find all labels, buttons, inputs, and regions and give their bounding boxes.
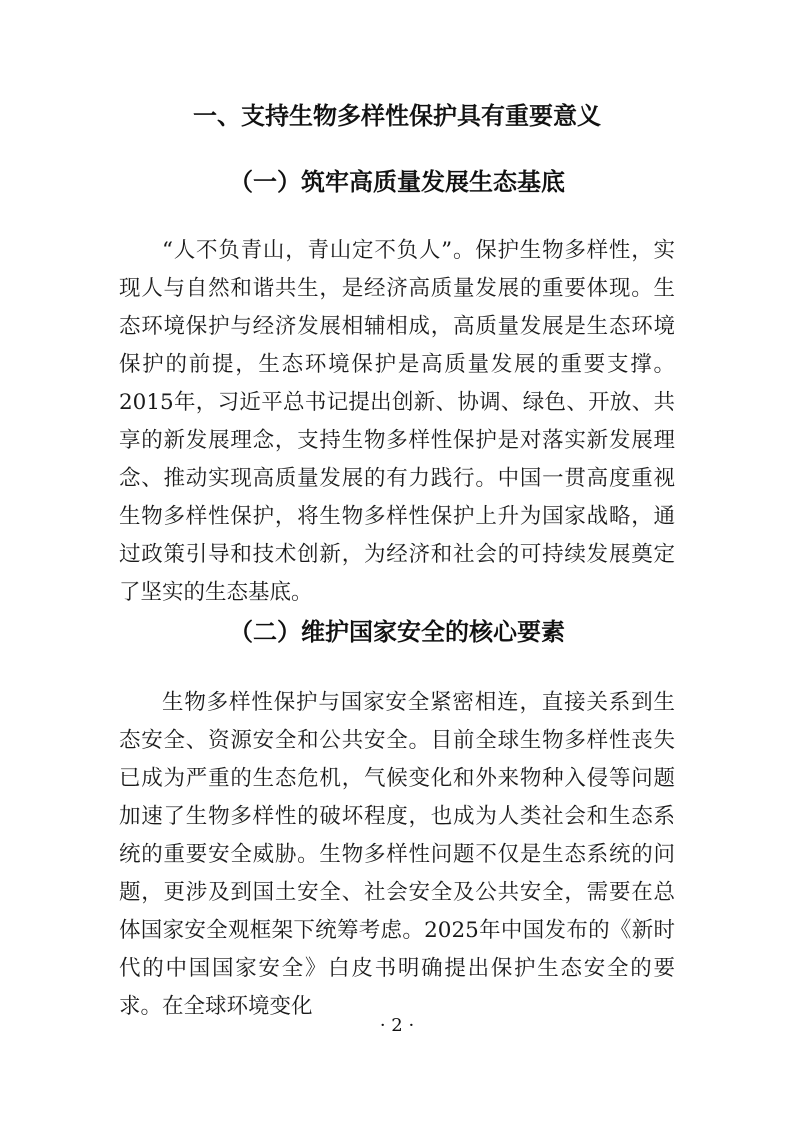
section-1-title: （一）筑牢高质量发展生态基底 bbox=[229, 168, 565, 196]
main-heading: 一、支持生物多样性保护具有重要意义 bbox=[193, 102, 601, 130]
section-2-paragraph: 生物多样性保护与国家安全紧密相连，直接关系到生态安全、资源安全和公共安全。目前全球生物多样性丧失已成为严重的生态危机，气候变化和外来物种入侵等问题加速了生物多样性的破坏程度，也成为人类社会和生态系统的重要安全威胁。生物多样性问题不仅是生态系统的问题，更涉及到国土安全、社会安全及公共安全，需要在总体国家安全观框架下统筹考虑。2025年中国发布的《新时代的中国国家安全》白皮书明确提出保护生态安全的要求。在全球环境变化 bbox=[119, 690, 675, 1019]
section-2-title: （二）维护国家安全的核心要素 bbox=[229, 618, 565, 646]
page-number: · 2 · bbox=[379, 1015, 415, 1036]
section-1-paragraph: “人不负青山，青山定不负人”。保护生物多样性，实现人与自然和谐共生，是经济高质量发展的重要体现。生态环境保护与经济发展相辅相成，高质量发展是生态环境保护的前提，生态环境保护是高质量发展的重要支撑。2015年，习近平总书记提出创新、协调、绿色、开放、共享的新发展理念，支持生物多样性保护是对落实新发展理念、推动实现高质量发展的有力践行。中国一贯高度重视生物多样性保护，将生物多样性保护上升为国家战略，通过政策引导和技术创新，为经济和社会的可持续发展奠定了坚实的生态基底。 bbox=[119, 238, 675, 605]
